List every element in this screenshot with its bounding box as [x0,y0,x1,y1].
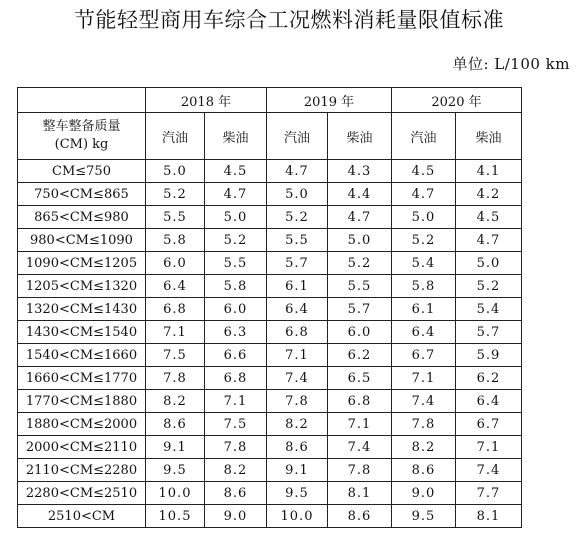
table-row [18,183,522,206]
limit-value-cell: 6.4 [456,390,522,413]
limit-value-cell: 8.2 [146,390,205,413]
limit-value-cell: 5.2 [146,183,205,206]
limit-value-cell: 4.1 [456,160,522,183]
limit-value-cell: 8.2 [392,436,456,459]
table-row [18,367,522,390]
fuel-header-gasoline: 汽油 [267,113,328,160]
limit-value-cell: 10.0 [267,505,328,528]
limit-value-cell: 5.0 [392,206,456,229]
limit-value-cell: 8.2 [267,413,328,436]
limit-value-cell: 7.4 [392,390,456,413]
fuel-limit-table [17,87,522,528]
limit-value-cell: 7.4 [267,367,328,390]
limit-value-cell: 7.1 [392,367,456,390]
mass-range-cell: 1660<CM≤1770 [18,367,146,390]
limit-value-cell: 5.5 [328,275,392,298]
limit-value-cell: 10.0 [146,482,205,505]
limit-value-cell: 9.1 [146,436,205,459]
limit-value-cell: 8.1 [328,482,392,505]
table-row [18,206,522,229]
limit-value-cell: 7.1 [146,321,205,344]
limit-value-cell: 6.8 [146,298,205,321]
table-row [18,413,522,436]
limit-value-cell: 5.5 [205,252,267,275]
fuel-header-row [18,113,522,160]
limit-value-cell: 9.1 [267,459,328,482]
limit-value-cell: 7.4 [328,436,392,459]
limit-value-cell: 6.2 [456,367,522,390]
limit-value-cell: 5.8 [146,229,205,252]
fuel-header-gasoline: 汽油 [146,113,205,160]
limit-value-cell: 5.7 [267,252,328,275]
limit-value-cell: 8.6 [146,413,205,436]
mass-range-cell: 750<CM≤865 [18,183,146,206]
fuel-header-diesel: 柴油 [205,113,267,160]
limit-value-cell: 6.6 [205,344,267,367]
limit-value-cell: 6.2 [328,344,392,367]
limit-value-cell: 8.6 [328,505,392,528]
limit-value-cell: 5.5 [267,229,328,252]
limit-value-cell: 5.0 [328,229,392,252]
mass-header-line1: 整车整备质量 [42,119,121,134]
table-row [18,252,522,275]
mass-range-cell: 1430<CM≤1540 [18,321,146,344]
table-row [18,482,522,505]
limit-value-cell: 9.5 [267,482,328,505]
limit-value-cell: 4.7 [328,206,392,229]
limit-value-cell: 4.2 [456,183,522,206]
limit-value-cell: 6.1 [267,275,328,298]
mass-header-line2: (CM) kg [54,137,109,152]
limit-value-cell: 5.2 [267,206,328,229]
limit-value-cell: 7.8 [205,436,267,459]
limit-value-cell: 6.5 [328,367,392,390]
year-header-2018: 2018 年 [146,88,267,113]
limit-value-cell: 5.8 [392,275,456,298]
limit-value-cell: 6.3 [205,321,267,344]
limit-value-cell: 5.7 [456,321,522,344]
limit-value-cell: 5.2 [328,252,392,275]
fuel-header-gasoline: 汽油 [392,113,456,160]
table-row [18,321,522,344]
mass-range-cell: 1090<CM≤1205 [18,252,146,275]
limit-value-cell: 7.4 [456,459,522,482]
limit-value-cell: 4.5 [456,206,522,229]
limit-value-cell: 4.7 [456,229,522,252]
limit-value-cell: 7.1 [267,344,328,367]
limit-value-cell: 5.2 [456,275,522,298]
table-row [18,275,522,298]
mass-range-cell: 1880<CM≤2000 [18,413,146,436]
limit-value-cell: 4.5 [205,160,267,183]
limit-value-cell: 9.5 [392,505,456,528]
limit-value-cell: 6.8 [267,321,328,344]
table-row [18,459,522,482]
mass-range-cell: 980<CM≤1090 [18,229,146,252]
limit-value-cell: 4.4 [328,183,392,206]
mass-range-cell: CM≤750 [18,160,146,183]
limit-value-cell: 6.4 [267,298,328,321]
limit-value-cell: 5.4 [456,298,522,321]
limit-value-cell: 8.1 [456,505,522,528]
limit-value-cell: 6.7 [456,413,522,436]
limit-value-cell: 5.0 [456,252,522,275]
limit-value-cell: 7.8 [328,459,392,482]
limit-value-cell: 5.8 [205,275,267,298]
limit-value-cell: 5.0 [267,183,328,206]
limit-value-cell: 5.0 [205,206,267,229]
limit-value-cell: 5.0 [146,160,205,183]
mass-range-cell: 2000<CM≤2110 [18,436,146,459]
limit-value-cell: 4.7 [392,183,456,206]
table-row [18,344,522,367]
limit-value-cell: 5.2 [205,229,267,252]
mass-range-cell: 1540<CM≤1660 [18,344,146,367]
table-row [18,160,522,183]
mass-range-cell: 865<CM≤980 [18,206,146,229]
limit-value-cell: 6.8 [205,367,267,390]
limit-value-cell: 6.0 [328,321,392,344]
limit-value-cell: 6.1 [392,298,456,321]
limit-value-cell: 7.5 [146,344,205,367]
limit-value-cell: 10.5 [146,505,205,528]
mass-column-header [18,113,146,160]
year-header-2019: 2019 年 [267,88,392,113]
year-header-2020: 2020 年 [392,88,522,113]
limit-value-cell: 4.7 [267,160,328,183]
limit-value-cell: 8.6 [205,482,267,505]
limit-value-cell: 7.8 [267,390,328,413]
limit-value-cell: 8.2 [205,459,267,482]
limit-value-cell: 4.3 [328,160,392,183]
limit-value-cell: 8.6 [392,459,456,482]
limit-value-cell: 7.1 [328,413,392,436]
mass-range-cell: 2280<CM≤2510 [18,482,146,505]
limit-value-cell: 5.5 [146,206,205,229]
limit-value-cell: 7.1 [456,436,522,459]
limit-value-cell: 8.6 [267,436,328,459]
limit-value-cell: 9.0 [205,505,267,528]
table-row [18,436,522,459]
limit-value-cell: 6.0 [146,252,205,275]
limit-value-cell: 7.1 [205,390,267,413]
limit-value-cell: 6.4 [146,275,205,298]
mass-range-cell: 1320<CM≤1430 [18,298,146,321]
limit-value-cell: 7.7 [456,482,522,505]
limit-value-cell: 5.4 [392,252,456,275]
table-row [18,390,522,413]
fuel-header-diesel: 柴油 [456,113,522,160]
mass-range-cell: 2110<CM≤2280 [18,459,146,482]
limit-value-cell: 4.7 [205,183,267,206]
mass-range-cell: 1770<CM≤1880 [18,390,146,413]
limit-value-cell: 9.0 [392,482,456,505]
year-header-row [18,88,522,113]
limit-value-cell: 7.5 [205,413,267,436]
limit-value-cell: 9.5 [146,459,205,482]
fuel-header-diesel: 柴油 [328,113,392,160]
table-row [18,298,522,321]
limit-value-cell: 5.9 [456,344,522,367]
limit-value-cell: 6.7 [392,344,456,367]
blank-header-cell [18,88,146,113]
limit-value-cell: 7.8 [392,413,456,436]
limit-value-cell: 6.0 [205,298,267,321]
limit-value-cell: 5.7 [328,298,392,321]
limit-value-cell: 5.2 [392,229,456,252]
limit-value-cell: 4.5 [392,160,456,183]
mass-range-cell: 2510<CM [18,505,146,528]
table-row [18,229,522,252]
page-title: 节能轻型商用车综合工况燃料消耗量限值标准 [74,8,504,32]
limit-value-cell: 6.8 [328,390,392,413]
limit-value-cell: 7.8 [146,367,205,390]
table-row [18,505,522,528]
limit-value-cell: 6.4 [392,321,456,344]
unit-label: 单位: L/100 km [452,55,570,73]
mass-range-cell: 1205<CM≤1320 [18,275,146,298]
